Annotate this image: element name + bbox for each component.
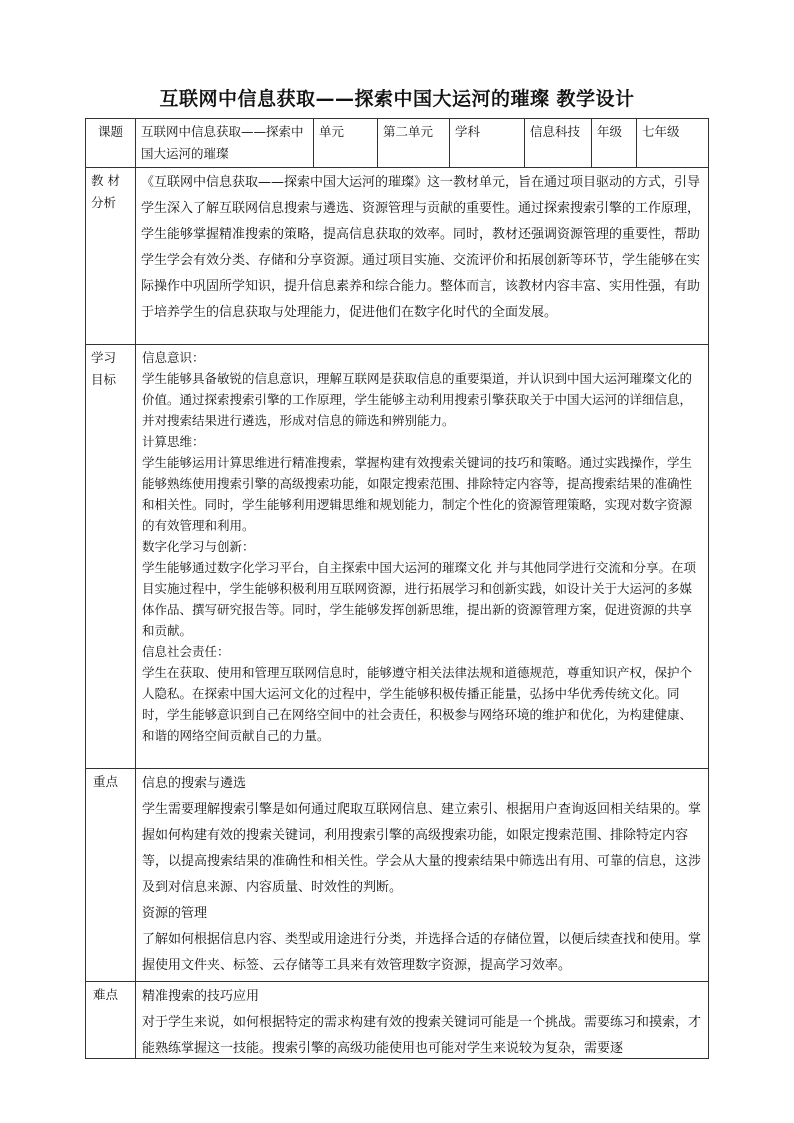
document-title: 互联网中信息获取——探索中国大运河的璀璨 教学设计 <box>159 88 635 110</box>
objective-heading-responsibility: 信息社会责任： <box>142 644 230 659</box>
subject-value: 信息科技 <box>525 119 592 168</box>
analysis-row <box>86 168 709 345</box>
objective-heading-digital: 数字化学习与创新： <box>142 539 255 554</box>
course-value: 互联网中信息获取——探索中国大运河的璀璨 <box>136 119 314 168</box>
analysis-text: 《互联网中信息获取——探索中国大运河的璀璨》这一教材单元，旨在通过项目驱动的方式，引导学生深入了解互联网信息搜索与遴选、资源管理与贡献的重要性。通过探索搜索引擎的工作原理，学生能够掌握精准搜索的策略，提高信息获取的效率。同时，教材还强调资源管理的重要性，帮助学生学会有效分类、存储和分享资源。通过项目实施、交流评价和拓展创新等环节，学生能够在实际操作中巩固所学知识，提升信息素养和综合能力。整体而言，该教材内容丰富、实用性强，有助于培养学生的信息获取与处理能力，促进他们在数字化时代的全面发展。 <box>136 168 709 345</box>
key-points-row <box>86 769 709 982</box>
objective-text-computational: 学生能够运用计算思维进行精准搜索，掌握构建有效搜索关键词的技巧和策略。通过实践操作，学生能够熟练使用搜索引擎的高级搜索功能，如限定搜索范围、排除特定内容等，提高搜索结果的准确性和相关性。同时，学生能够利用逻辑思维和规划能力，制定个性化的资源管理策略，实现对数字资源的有效管理和利用。 <box>142 455 693 533</box>
objective-text-responsibility: 学生在获取、使用和管理互联网信息时，能够遵守相关法律法规和道德规范，尊重知识产权，保护个人隐私。在探索中国大运河文化的过程中，学生能够积极传播正能量，弘扬中华优秀传统文化。同时，学生能够意识到自己在网络空间中的社会责任，积极参与网络环境的维护和优化，为构建健康、和谐的网络空间贡献自己的力量。 <box>142 665 693 743</box>
subject-label: 学科 <box>450 119 525 168</box>
grade-label: 年级 <box>592 119 637 168</box>
key-points-content <box>136 769 709 982</box>
objectives-row <box>86 345 709 769</box>
objectives-label <box>86 345 136 769</box>
difficulties-row <box>86 982 709 1059</box>
key-point-text-search: 学生需要理解搜索引擎是如何通过爬取互联网信息、建立索引、根据用户查询返回相关结果的。掌握如何构建有效的搜索关键词，利用搜索引擎的高级搜索功能，如限定搜索范围、排除特定内容等，以提高搜索结果的准确性和相关性。学会从大量的搜索结果中筛选出有用、可靠的信息，这涉及到对信息来源、内容质量、时效性的判断。 <box>142 802 702 895</box>
key-point-text-resources: 了解如何根据信息内容、类型或用途进行分类，并选择合适的存储位置，以便后续查找和使用。掌握使用文件夹、标签、云存储等工具来有效管理数字资源，提高学习效率。 <box>142 932 702 973</box>
key-point-heading-resources: 资源的管理 <box>142 906 208 921</box>
grade-value: 七年级 <box>637 119 709 168</box>
key-point-heading-search: 信息的搜索与遴选 <box>142 776 247 791</box>
objective-text-information: 学生能够具备敏锐的信息意识，理解互联网是获取信息的重要渠道，并认识到中国大运河璀璨文化的价值。通过探索搜索引擎的工作原理，学生能够主动利用搜索引擎获取关于中国大运河的详细信息，并对搜索结果进行遴选，形成对信息的筛选和辨别能力。 <box>142 371 693 428</box>
unit-label: 单元 <box>314 119 378 168</box>
analysis-label-line1: 教 材 <box>91 173 120 188</box>
difficulty-text: 对于学生来说，如何根据特定的需求构建有效的搜索关键词可能是一个挑战。需要练习和摸索，才能熟练掌握这一技能。搜索引擎的高级功能使用也可能对学生来说较为复杂，需要逐 <box>142 1015 702 1056</box>
objectives-content <box>136 345 709 769</box>
objectives-label-line2: 目标 <box>91 372 117 387</box>
header-row <box>86 119 709 168</box>
key-points-label: 重点 <box>86 769 136 982</box>
analysis-label <box>86 168 136 345</box>
analysis-label-line2: 分析 <box>91 195 117 210</box>
objective-text-digital: 学生能够通过数字化学习平台，自主探索中国大运河的璀璨文化 并与其他同学进行交流和分享。在项目实施过程中，学生能够积极利用互联网资源，进行拓展学习和创新实践，如设计关于大运河的多媒体作品、撰写研究报告等。同时，学生能够发挥创新思维，提出新的资源管理方案，促进资源的共享和贡献。 <box>142 560 696 638</box>
unit-value: 第二单元 <box>378 119 450 168</box>
objective-heading-computational: 计算思维： <box>142 434 205 449</box>
difficulties-content <box>136 982 709 1059</box>
difficulty-heading: 精准搜索的技巧应用 <box>142 989 260 1004</box>
objective-heading-information: 信息意识： <box>142 350 205 365</box>
lesson-plan-table <box>85 118 709 1059</box>
course-label: 课题 <box>86 119 136 168</box>
difficulties-label: 难点 <box>86 982 136 1059</box>
objectives-label-line1: 学习 <box>91 350 117 365</box>
